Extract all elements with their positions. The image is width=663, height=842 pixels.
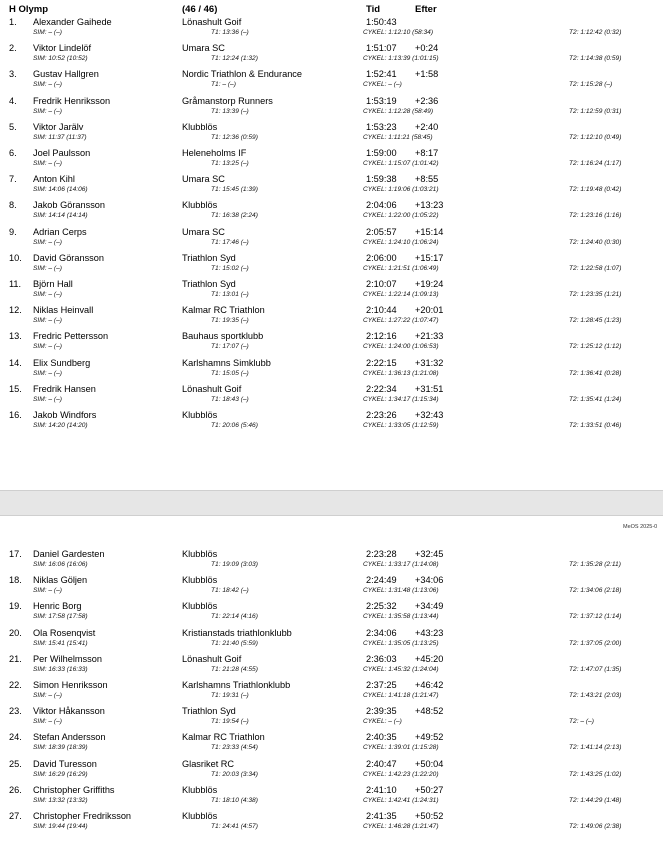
transition-2-split: T2: 1:43:21 (2:03)	[569, 692, 622, 699]
time-behind: +31:32	[415, 357, 444, 368]
finish-time: 1:53:23	[366, 121, 397, 132]
result-row	[0, 279, 663, 305]
finish-time: 2:06:00	[366, 252, 397, 263]
swim-split: SIM: 15:41 (15:41)	[33, 639, 88, 647]
transition-1-split: T1: 15:02 (–)	[211, 264, 249, 272]
swim-split: SIM: 11:37 (11:37)	[33, 133, 87, 141]
time-behind: +34:06	[415, 575, 444, 586]
swim-split: SIM: 14:06 (14:06)	[33, 186, 88, 194]
result-row	[0, 305, 663, 331]
swim-split: SIM: 18:39 (18:39)	[33, 744, 88, 752]
swim-split: SIM: – (–)	[33, 29, 62, 36]
transition-1-split: T1: 13:39 (–)	[211, 107, 249, 115]
place-number: 8.	[9, 200, 17, 211]
result-row	[0, 96, 663, 122]
athlete-name: David Turesson	[33, 758, 97, 769]
bike-split: CYKEL: 1:22:14 (1:09:13)	[363, 291, 439, 298]
transition-1-split: T1: 15:05 (–)	[211, 369, 249, 377]
transition-1-split: T1: 17:46 (–)	[211, 238, 249, 246]
transition-2-split: T2: 1:44:29 (1:48)	[569, 796, 622, 804]
place-number: 5.	[9, 121, 17, 132]
time-behind: +50:27	[415, 784, 444, 795]
transition-2-split: T2: 1:23:16 (1:16)	[569, 212, 622, 220]
athlete-name: Simon Henriksson	[33, 680, 108, 690]
finish-time: 2:36:03	[366, 653, 397, 664]
swim-split: SIM: – (–)	[33, 587, 62, 595]
transition-1-split: T1: 21:40 (5:59)	[211, 639, 258, 647]
athlete-name: Stefan Andersson	[33, 732, 106, 743]
result-row	[0, 759, 663, 785]
finish-time: 2:22:34	[366, 383, 397, 394]
place-number: 14.	[9, 357, 22, 368]
athlete-name: Alexander Gaihede	[33, 17, 112, 27]
transition-1-split: T1: 20:06 (5:46)	[211, 422, 258, 429]
swim-split: SIM: 14:14 (14:14)	[33, 212, 88, 220]
athlete-name: Viktor Lindelöf	[33, 43, 92, 54]
finish-time: 2:10:44	[366, 305, 397, 316]
bike-split: CYKEL: 1:41:18 (1:21:47)	[363, 692, 439, 699]
swim-split: SIM: – (–)	[33, 81, 62, 89]
athlete-name: Fredric Pettersson	[33, 331, 109, 342]
swim-split: SIM: 17:58 (17:58)	[33, 613, 88, 621]
finish-time: 2:23:28	[366, 549, 397, 559]
athlete-name: Christopher Griffiths	[33, 784, 115, 795]
class-title: H Olymp	[9, 4, 49, 15]
time-behind: +34:49	[415, 601, 444, 612]
club-name: Klubblös	[182, 410, 218, 420]
place-number: 6.	[9, 148, 17, 158]
swim-split: SIM: – (–)	[33, 238, 62, 246]
swim-split: SIM: – (–)	[33, 369, 62, 377]
finish-time: 1:50:43	[366, 17, 397, 27]
athlete-name: Fredrik Hansen	[33, 383, 96, 394]
result-row	[0, 732, 663, 758]
transition-2-split: T2: 1:43:25 (1:02)	[569, 770, 622, 778]
place-number: 16.	[9, 410, 22, 420]
transition-1-split: T1: 22:14 (4:16)	[211, 613, 258, 621]
bike-split: CYKEL: 1:12:10 (58:34)	[363, 29, 434, 36]
finish-time: 2:12:16	[366, 331, 397, 342]
club-name: Lönashult Goif	[182, 383, 242, 394]
athlete-name: David Göransson	[33, 252, 104, 263]
transition-1-split: T1: 20:03 (3:34)	[211, 770, 258, 778]
club-name: Klubblös	[182, 549, 218, 559]
transition-2-split: T2: 1:33:51 (0:46)	[569, 422, 622, 429]
swim-split: SIM: – (–)	[33, 395, 62, 403]
club-name: Klubblös	[182, 200, 218, 211]
finish-time: 2:40:47	[366, 758, 397, 769]
place-number: 7.	[9, 174, 17, 185]
transition-1-split: T1: 24:41 (4:57)	[211, 823, 258, 830]
athlete-name: Per Wilhelmsson	[33, 653, 102, 664]
athlete-name: Daniel Gardesten	[33, 549, 105, 559]
swim-split: SIM: – (–)	[33, 160, 62, 167]
place-number: 13.	[9, 331, 22, 342]
time-behind: +46:42	[415, 680, 444, 690]
time-behind: +15:14	[415, 226, 444, 237]
transition-2-split: T2: 1:35:41 (1:24)	[569, 395, 622, 403]
bike-split: CYKEL: 1:42:23 (1:22:20)	[363, 770, 439, 778]
result-row	[0, 549, 663, 575]
club-name: Umara SC	[182, 174, 225, 185]
transition-2-split: T2: 1:37:05 (2:00)	[569, 639, 622, 647]
place-number: 1.	[9, 17, 17, 27]
transition-1-split: T1: 17:07 (–)	[211, 343, 249, 351]
page-separator	[0, 490, 663, 516]
athlete-name: Elix Sundberg	[33, 357, 91, 368]
bike-split: CYKEL: 1:11:21 (58:45)	[363, 133, 433, 141]
finish-time: 2:10:07	[366, 279, 397, 289]
place-number: 21.	[9, 653, 22, 664]
time-behind: +48:52	[415, 706, 444, 717]
athlete-name: Niklas Göljen	[33, 575, 88, 586]
bike-split: CYKEL: 1:22:00 (1:05:22)	[363, 212, 439, 220]
club-name: Lönashult Goif	[182, 17, 242, 27]
finish-time: 2:37:25	[366, 680, 397, 690]
result-row	[0, 811, 663, 837]
place-number: 17.	[9, 549, 22, 559]
results-page-2	[0, 516, 663, 842]
time-behind: +15:17	[415, 252, 444, 263]
result-row	[0, 410, 663, 436]
time-behind: +49:52	[415, 732, 444, 743]
transition-1-split: T1: 19:35 (–)	[211, 317, 249, 325]
club-name: Glasriket RC	[182, 758, 235, 769]
club-name: Kalmar RC Triathlon	[182, 732, 265, 743]
transition-2-split: T2: 1:23:35 (1:21)	[569, 291, 622, 298]
place-number: 2.	[9, 43, 17, 54]
club-name: Klubblös	[182, 575, 218, 586]
finish-time: 2:34:06	[366, 627, 397, 638]
time-behind: +13:23	[415, 200, 444, 211]
athlete-name: Niklas Heinvall	[33, 305, 94, 316]
swim-split: SIM: 14:20 (14:20)	[33, 422, 88, 429]
bike-split: CYKEL: 1:35:05 (1:13:25)	[363, 639, 439, 647]
place-number: 10.	[9, 252, 22, 263]
time-behind: +8:17	[415, 148, 439, 158]
result-row	[0, 200, 663, 226]
bike-split: CYKEL: – (–)	[363, 718, 402, 726]
athlete-name: Viktor Håkansson	[33, 706, 105, 717]
club-name: Bauhaus sportklubb	[182, 331, 264, 342]
place-number: 19.	[9, 601, 22, 612]
bike-split: CYKEL: 1:34:17 (1:15:34)	[363, 395, 439, 403]
time-behind: +1:58	[415, 69, 439, 80]
athlete-name: Jakob Windfors	[33, 410, 97, 420]
place-number: 20.	[9, 627, 22, 638]
transition-2-split: T2: 1:34:06 (2:18)	[569, 587, 622, 595]
finish-time: 1:52:41	[366, 69, 397, 80]
bike-split: CYKEL: 1:42:41 (1:24:31)	[363, 796, 439, 804]
result-row	[0, 785, 663, 811]
athlete-name: Christopher Fredriksson	[33, 811, 132, 821]
transition-1-split: T1: 19:09 (3:03)	[211, 561, 258, 568]
swim-split: SIM: – (–)	[33, 291, 62, 298]
transition-1-split: T1: 21:28 (4:55)	[211, 665, 258, 673]
transition-1-split: T1: 18:10 (4:38)	[211, 796, 258, 804]
finish-time: 1:59:00	[366, 148, 397, 158]
result-row	[0, 17, 663, 43]
club-name: Karlshamns Triathlonklubb	[182, 680, 291, 690]
transition-2-split: T2: 1:12:59 (0:31)	[569, 107, 622, 115]
athlete-name: Björn Hall	[33, 279, 73, 289]
place-number: 26.	[9, 784, 22, 795]
bike-split: CYKEL: 1:12:28 (58:49)	[363, 107, 434, 115]
place-number: 3.	[9, 69, 17, 80]
time-behind: +32:43	[415, 410, 444, 420]
athlete-name: Fredrik Henriksson	[33, 95, 111, 106]
transition-1-split: T1: 18:42 (–)	[211, 587, 249, 595]
swim-split: SIM: – (–)	[33, 692, 62, 699]
place-number: 11.	[9, 279, 22, 289]
transition-1-split: T1: 19:54 (–)	[211, 718, 249, 726]
participant-count: (46 / 46)	[182, 4, 218, 15]
athlete-name: Anton Kihl	[33, 174, 75, 185]
swim-split: SIM: – (–)	[33, 317, 62, 325]
finish-time: 1:51:07	[366, 43, 397, 54]
bike-split: CYKEL: 1:24:10 (1:06:24)	[363, 238, 439, 246]
club-name: Klubblös	[182, 121, 218, 132]
club-name: Lönashult Goif	[182, 653, 242, 664]
time-behind: +8:55	[415, 174, 439, 185]
time-behind: +32:45	[415, 549, 444, 559]
transition-2-split: T2: 1:24:40 (0:30)	[569, 238, 622, 246]
bike-split: CYKEL: 1:27:22 (1:07:47)	[363, 317, 439, 325]
bike-split: CYKEL: 1:31:48 (1:13:06)	[363, 587, 439, 595]
club-name: Gråmanstorp Runners	[182, 95, 273, 106]
result-row	[0, 706, 663, 732]
transition-2-split: T2: – (–)	[569, 718, 594, 726]
result-row	[0, 122, 663, 148]
software-footer: MeOS 2025-0	[623, 524, 658, 530]
time-behind: +19:24	[415, 279, 444, 289]
result-row	[0, 628, 663, 654]
result-row	[0, 384, 663, 410]
time-behind: +45:20	[415, 653, 444, 664]
transition-2-split: T2: 1:35:28 (2:11)	[569, 561, 621, 568]
transition-1-split: T1: 18:43 (–)	[211, 395, 249, 403]
result-row	[0, 601, 663, 627]
swim-split: SIM: – (–)	[33, 343, 62, 351]
swim-split: SIM: 13:32 (13:32)	[33, 796, 88, 804]
finish-time: 2:40:35	[366, 732, 397, 743]
time-behind: +21:33	[415, 331, 444, 342]
bike-split: CYKEL: – (–)	[363, 81, 402, 89]
transition-2-split: T2: 1:22:58 (1:07)	[569, 264, 622, 272]
transition-2-split: T2: 1:19:48 (0:42)	[569, 186, 622, 194]
club-name: Klubblös	[182, 811, 218, 821]
place-number: 25.	[9, 758, 22, 769]
transition-1-split: T1: 16:38 (2:24)	[211, 212, 258, 220]
swim-split: SIM: 16:06 (16:06)	[33, 561, 88, 568]
result-row	[0, 654, 663, 680]
athlete-name: Gustav Hallgren	[33, 69, 99, 80]
result-row	[0, 331, 663, 357]
time-behind: +0:24	[415, 43, 439, 54]
bike-split: CYKEL: 1:36:13 (1:21:08)	[363, 369, 439, 377]
transition-1-split: T1: 12:24 (1:32)	[211, 55, 258, 63]
place-number: 4.	[9, 95, 17, 106]
finish-time: 2:41:35	[366, 811, 397, 821]
athlete-name: Henric Borg	[33, 601, 82, 612]
transition-2-split: T2: 1:16:24 (1:17)	[569, 160, 622, 167]
place-number: 24.	[9, 732, 22, 743]
result-row	[0, 43, 663, 69]
time-behind: +20:01	[415, 305, 444, 316]
transition-1-split: T1: 15:45 (1:39)	[211, 186, 258, 194]
time-column-header: Tid	[366, 4, 381, 15]
bike-split: CYKEL: 1:33:05 (1:12:59)	[363, 422, 439, 429]
athlete-name: Jakob Göransson	[33, 200, 106, 211]
bike-split: CYKEL: 1:39:01 (1:15:28)	[363, 744, 439, 752]
result-row	[0, 358, 663, 384]
club-name: Klubblös	[182, 601, 218, 612]
place-number: 15.	[9, 383, 22, 394]
transition-2-split: T2: 1:12:42 (0:32)	[569, 29, 622, 36]
swim-split: SIM: – (–)	[33, 718, 62, 726]
athlete-name: Viktor Jarälv	[33, 121, 84, 132]
transition-1-split: T1: 12:36 (0:59)	[211, 133, 258, 141]
finish-time: 2:41:10	[366, 784, 397, 795]
athlete-name: Adrian Cerps	[33, 226, 87, 237]
club-name: Karlshamns Simklubb	[182, 357, 271, 368]
time-behind: +43:23	[415, 627, 444, 638]
club-name: Umara SC	[182, 226, 225, 237]
result-row	[0, 148, 663, 174]
transition-2-split: T2: 1:47:07 (1:35)	[569, 665, 622, 673]
club-name: Umara SC	[182, 43, 225, 54]
time-behind: +50:04	[415, 758, 444, 769]
finish-time: 1:59:38	[366, 174, 397, 185]
time-behind: +31:51	[415, 383, 444, 394]
transition-2-split: T2: 1:15:28 (–)	[569, 81, 613, 89]
club-name: Heleneholms IF	[182, 148, 247, 158]
finish-time: 1:53:19	[366, 95, 397, 106]
result-row	[0, 253, 663, 279]
result-row	[0, 174, 663, 200]
finish-time: 2:04:06	[366, 200, 397, 211]
swim-split: SIM: – (–)	[33, 264, 62, 272]
after-column-header: Efter	[415, 4, 437, 15]
place-number: 22.	[9, 680, 22, 690]
swim-split: SIM: 19:44 (19:44)	[33, 823, 88, 830]
club-name: Kristianstads triathlonklubb	[182, 627, 292, 638]
bike-split: CYKEL: 1:21:51 (1:06:49)	[363, 264, 439, 272]
club-name: Triathlon Syd	[182, 706, 236, 717]
time-behind: +2:36	[415, 95, 439, 106]
transition-2-split: T2: 1:36:41 (0:28)	[569, 369, 622, 377]
result-row	[0, 227, 663, 253]
transition-2-split: T2: 1:12:10 (0:49)	[569, 133, 622, 141]
finish-time: 2:24:49	[366, 575, 397, 586]
athlete-name: Ola Rosenqvist	[33, 627, 96, 638]
transition-2-split: T2: 1:14:38 (0:59)	[569, 55, 622, 63]
swim-split: SIM: 10:52 (10:52)	[33, 55, 88, 63]
swim-split: SIM: 16:33 (16:33)	[33, 665, 88, 673]
transition-1-split: T1: – (–)	[211, 81, 236, 89]
place-number: 27.	[9, 811, 22, 821]
club-name: Triathlon Syd	[182, 252, 236, 263]
bike-split: CYKEL: 1:35:58 (1:13:44)	[363, 613, 439, 621]
place-number: 9.	[9, 226, 17, 237]
bike-split: CYKEL: 1:33:17 (1:14:08)	[363, 561, 439, 568]
transition-1-split: T1: 19:31 (–)	[211, 692, 249, 699]
transition-1-split: T1: 13:01 (–)	[211, 291, 249, 298]
place-number: 18.	[9, 575, 22, 586]
transition-2-split: T2: 1:25:12 (1:12)	[569, 343, 622, 351]
finish-time: 2:23:26	[366, 410, 397, 420]
club-name: Kalmar RC Triathlon	[182, 305, 265, 316]
result-row	[0, 680, 663, 706]
bike-split: CYKEL: 1:15:07 (1:01:42)	[363, 160, 439, 167]
finish-time: 2:39:35	[366, 706, 397, 717]
transition-2-split: T2: 1:41:14 (2:13)	[569, 744, 622, 752]
transition-2-split: T2: 1:37:12 (1:14)	[569, 613, 622, 621]
club-name: Triathlon Syd	[182, 279, 236, 289]
place-number: 23.	[9, 706, 22, 717]
swim-split: SIM: – (–)	[33, 107, 62, 115]
finish-time: 2:05:57	[366, 226, 397, 237]
transition-1-split: T1: 13:25 (–)	[211, 160, 249, 167]
transition-1-split: T1: 23:33 (4:54)	[211, 744, 258, 752]
finish-time: 2:22:15	[366, 357, 397, 368]
transition-2-split: T2: 1:28:45 (1:23)	[569, 317, 622, 325]
transition-1-split: T1: 13:36 (–)	[211, 29, 249, 36]
time-behind: +2:40	[415, 121, 439, 132]
club-name: Nordic Triathlon & Endurance	[182, 69, 303, 80]
result-row	[0, 69, 663, 95]
place-number: 12.	[9, 305, 22, 316]
bike-split: CYKEL: 1:19:06 (1:03:21)	[363, 186, 439, 194]
transition-2-split: T2: 1:49:06 (2:38)	[569, 823, 622, 830]
result-row	[0, 575, 663, 601]
bike-split: CYKEL: 1:13:39 (1:01:15)	[363, 55, 439, 63]
bike-split: CYKEL: 1:45:32 (1:24:04)	[363, 665, 439, 673]
club-name: Klubblös	[182, 784, 218, 795]
time-behind: +50:52	[415, 811, 444, 821]
athlete-name: Joel Paulsson	[33, 148, 91, 158]
swim-split: SIM: 16:29 (16:29)	[33, 770, 88, 778]
finish-time: 2:25:32	[366, 601, 397, 612]
bike-split: CYKEL: 1:24:00 (1:06:53)	[363, 343, 439, 351]
bike-split: CYKEL: 1:46:28 (1:21:47)	[363, 823, 439, 830]
